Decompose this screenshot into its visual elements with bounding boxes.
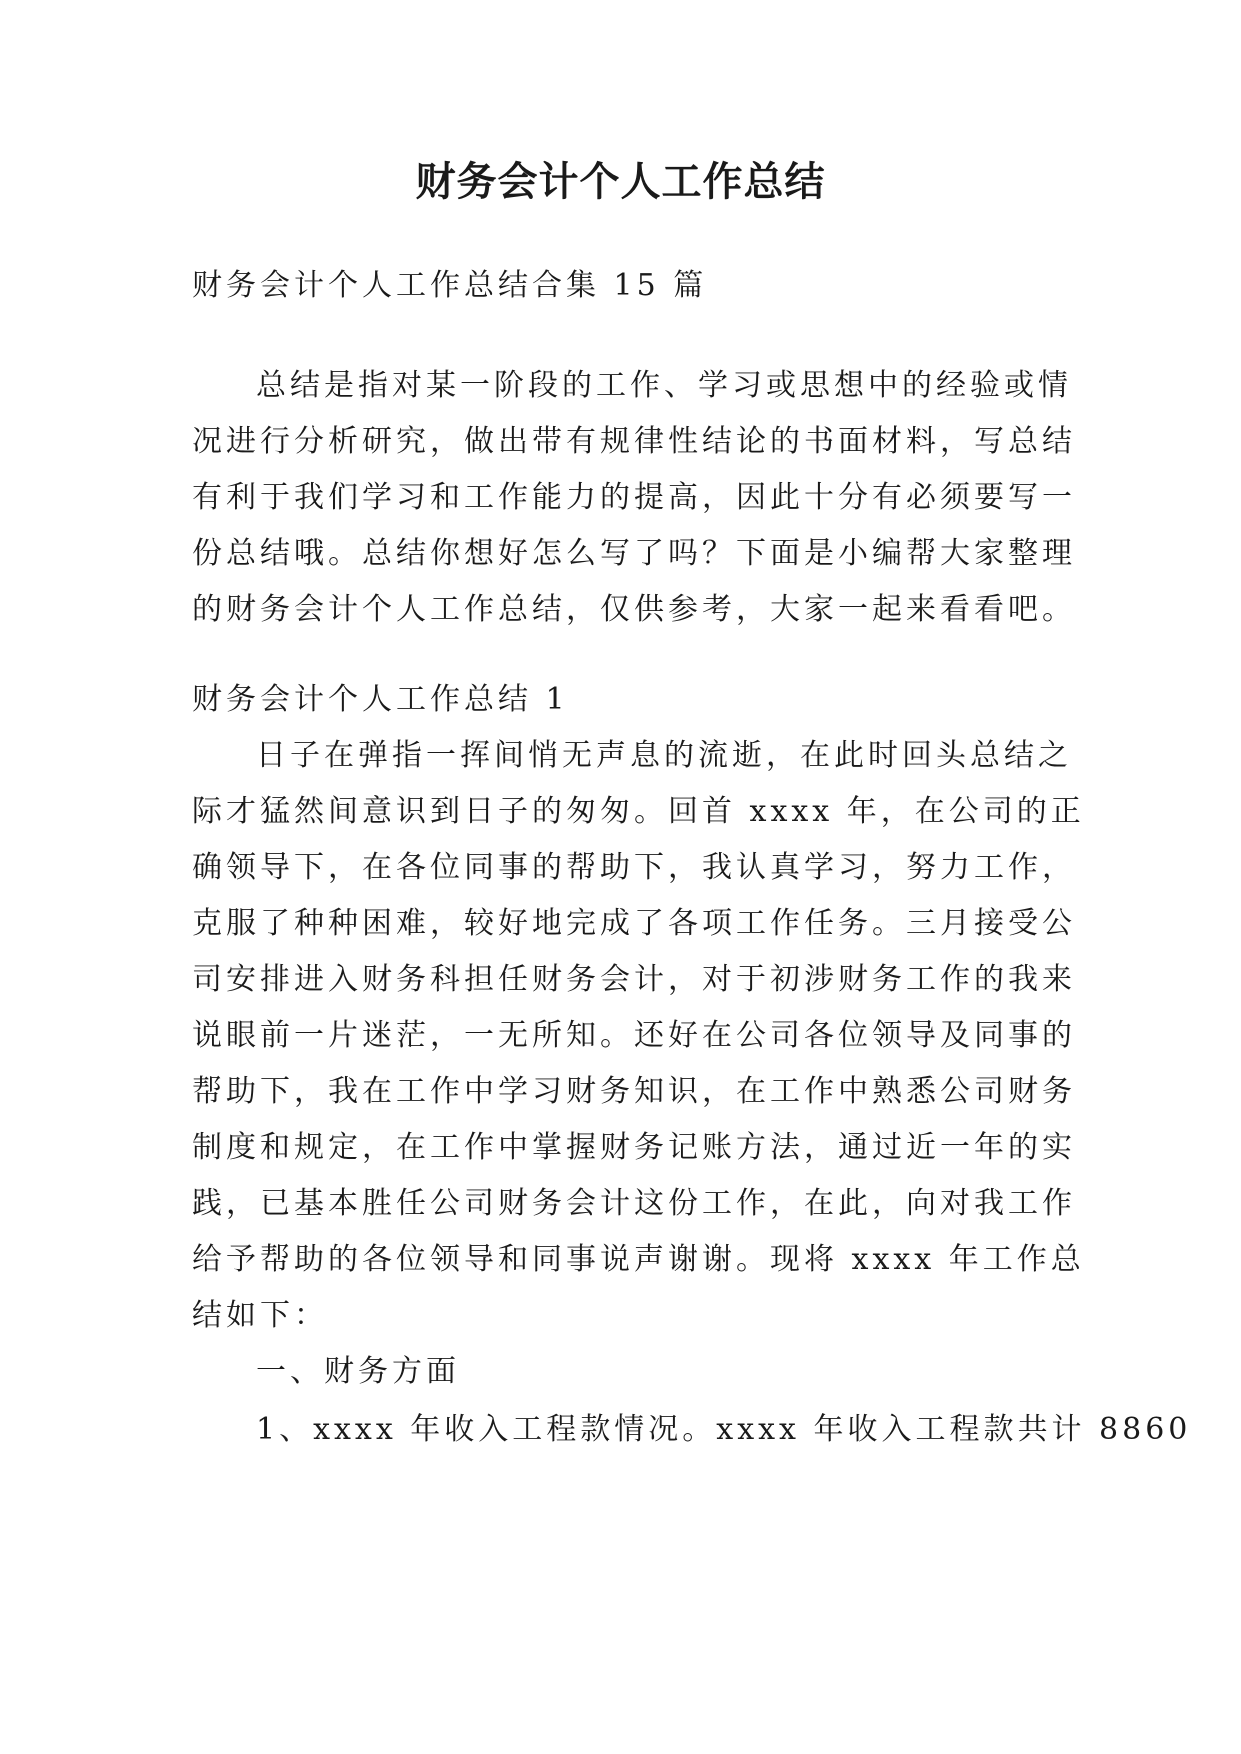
item-text: 1、xxxx 年收入工程款情况。xxxx 年收入工程款共计 8860 xyxy=(256,1412,1192,1447)
section1-line: 日子在弹指一挥间悄无声息的流逝，在此时回头总结之 xyxy=(256,738,1072,773)
section1-line: 说眼前一片迷茫，一无所知。还好在公司各位领导及同事的 xyxy=(192,1018,1076,1053)
subheading-text: 一、财务方面 xyxy=(256,1354,460,1389)
section1-line: 帮助下，我在工作中学习财务知识，在工作中熟悉公司财务 xyxy=(192,1074,1076,1109)
section1-line: 给予帮助的各位领导和同事说声谢谢。现将 xxxx 年工作总 xyxy=(192,1242,1085,1277)
section1-heading-text: 财务会计个人工作总结 1 xyxy=(192,682,569,717)
intro-line: 有利于我们学习和工作能力的提高，因此十分有必须要写一 xyxy=(192,480,1076,515)
document-title: 财务会计个人工作总结 xyxy=(415,159,826,205)
finance-item-1 xyxy=(192,1402,1192,1458)
section1-line: 司安排进入财务科担任财务会计，对于初涉财务工作的我来 xyxy=(192,962,1076,997)
section1-line: 克服了种种困难，较好地完成了各项工作任务。三月接受公 xyxy=(192,906,1076,941)
intro-line: 总结是指对某一阶段的工作、学习或思想中的经验或情 xyxy=(256,368,1072,403)
section1-heading xyxy=(192,672,1052,728)
section1-paragraph xyxy=(192,728,1085,1344)
intro-line: 况进行分析研究，做出带有规律性结论的书面材料，写总结 xyxy=(192,424,1076,459)
intro-line: 的财务会计个人工作总结，仅供参考，大家一起来看看吧。 xyxy=(192,592,1076,627)
finance-subheading xyxy=(192,1344,1052,1400)
section1-line: 践，已基本胜任公司财务会计这份工作，在此，向对我工作 xyxy=(192,1186,1076,1221)
section1-line: 结如下： xyxy=(192,1298,328,1333)
subtitle-text: 财务会计个人工作总结合集 15 篇 xyxy=(192,268,708,303)
intro-paragraph xyxy=(192,358,1076,638)
intro-line: 份总结哦。总结你想好怎么写了吗？下面是小编帮大家整理 xyxy=(192,536,1076,571)
section1-line: 制度和规定，在工作中掌握财务记账方法，通过近一年的实 xyxy=(192,1130,1076,1165)
section1-line: 确领导下，在各位同事的帮助下，我认真学习，努力工作， xyxy=(192,850,1076,885)
document-subtitle xyxy=(192,258,1052,314)
section1-line: 际才猛然间意识到日子的匆匆。回首 xxxx 年，在公司的正 xyxy=(192,794,1085,829)
